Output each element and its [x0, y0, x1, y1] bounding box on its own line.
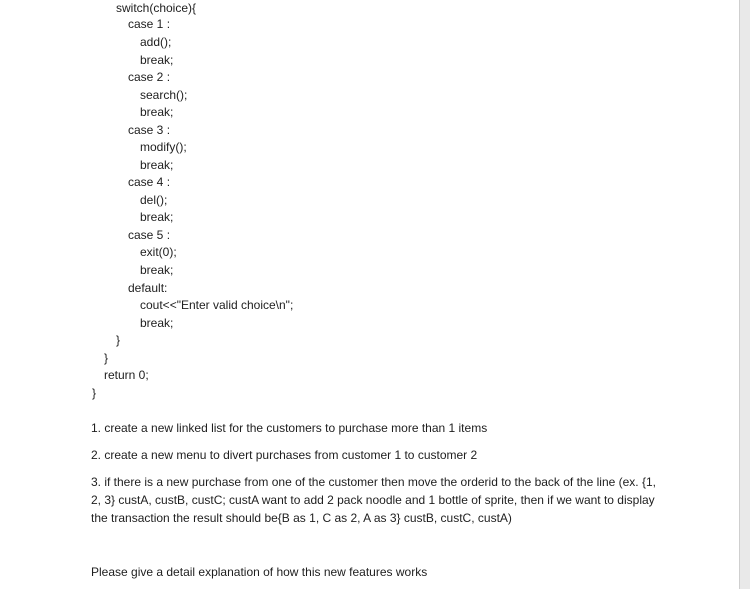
- code-line-break: break;: [140, 53, 174, 67]
- code-line-break: break;: [140, 316, 174, 330]
- code-line-close-brace: }: [116, 333, 121, 347]
- code-line-cout: cout<<"Enter valid choice\n";: [140, 298, 294, 312]
- code-line-case-1: case 1 :: [128, 17, 171, 31]
- code-line-case-2: case 2 :: [128, 70, 171, 84]
- code-line-del-call: del();: [140, 193, 168, 207]
- code-line-case-5: case 5 :: [128, 228, 171, 242]
- code-line-break: break;: [140, 158, 174, 172]
- task-1: 1. create a new linked list for the customers to purchase more than 1 items: [91, 421, 488, 435]
- task-3: 3. if there is a new purchase from one of the customer then move the orderid to the back of the line (ex. {1, 2, 3} custA, custB, custC; custA want to add 2 pack noodle and 1 bottle of sprite, then if we want to display the transaction the result should be{B as 1, C as 2, A as 3} custB, custC, custA): [91, 475, 656, 525]
- code-line-close-brace: }: [92, 386, 97, 400]
- task-2: 2. create a new menu to divert purchases from customer 1 to customer 2: [91, 448, 478, 462]
- code-line-exit-call: exit(0);: [140, 245, 177, 259]
- code-line-return: return 0;: [104, 368, 149, 382]
- code-line-switch: switch(choice){: [116, 1, 197, 15]
- code-line-close-brace: }: [104, 351, 109, 365]
- code-line-add-call: add();: [140, 35, 172, 49]
- code-line-break: break;: [140, 263, 174, 277]
- code-line-break: break;: [140, 210, 174, 224]
- code-line-break: break;: [140, 105, 174, 119]
- code-line-case-3: case 3 :: [128, 123, 171, 137]
- request-text: Please give a detail explanation of how this new features works: [91, 565, 428, 579]
- code-line-modify-call: modify();: [140, 140, 187, 154]
- code-line-case-4: case 4 :: [128, 175, 171, 189]
- code-line-default: default:: [128, 281, 168, 295]
- code-line-search-call: search();: [140, 88, 188, 102]
